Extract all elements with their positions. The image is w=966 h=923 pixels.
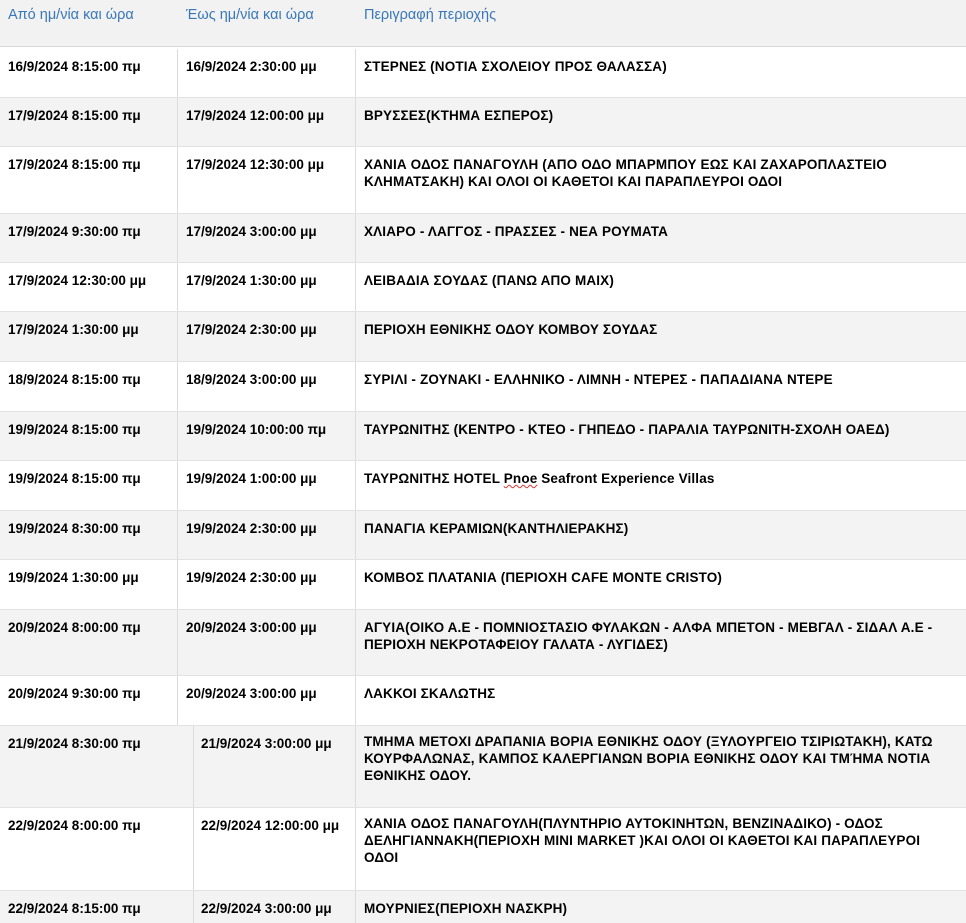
cell-to: 17/9/2024 3:00:00 μμ xyxy=(186,224,317,239)
cell-from: 17/9/2024 8:15:00 πμ xyxy=(8,108,141,123)
cell-description: ΠΑΝΑΓΙΑ ΚΕΡΑΜΙΩΝ(ΚΑΝΤΗΛΙΕΡΑΚΗΣ) xyxy=(364,521,629,536)
cell-description: ΠΕΡΙΟΧΗ ΕΘΝΙΚΗΣ ΟΔΟΥ ΚΟΜΒΟΥ ΣΟΥΔΑΣ xyxy=(364,322,658,337)
table-row xyxy=(0,610,966,676)
cell-description: ΜΟΥΡΝΙΕΣ(ΠΕΡΙΟΧΗ ΝΑΣΚΡΗ) xyxy=(364,901,568,916)
cell-to: 22/9/2024 3:00:00 μμ xyxy=(201,901,332,916)
cell-description: ΣΥΡΙΛΙ - ΖΟΥΝΑΚΙ - ΕΛΛΗΝΙΚΟ - ΛΙΜΝΗ - ΝΤΕΡΕΣ - ΠΑΠΑΔΙΑΝΑ ΝΤΕΡΕ xyxy=(364,372,833,387)
table-row xyxy=(0,676,966,726)
cell-description: ΛΕΙΒΑΔΙΑ ΣΟΥΔΑΣ (ΠΑΝΩ ΑΠΟ ΜΑΙΧ) xyxy=(364,273,614,288)
cell-from: 19/9/2024 8:30:00 πμ xyxy=(8,521,141,536)
header-description: Περιγραφή περιοχής xyxy=(364,7,497,23)
cell-to: 17/9/2024 2:30:00 μμ xyxy=(186,322,317,337)
cell-from: 17/9/2024 1:30:00 μμ xyxy=(8,322,139,337)
table-row xyxy=(0,49,966,98)
table-row xyxy=(0,214,966,263)
cell-description: ΒΡΥΣΣΕΣ(ΚΤΗΜΑ ΕΣΠΕΡΟΣ) xyxy=(364,108,554,123)
cell-to: 20/9/2024 3:00:00 μμ xyxy=(186,620,317,635)
cell-description: ΤΑΥΡΩΝΙΤΗΣ HOTEL Pnoe Seafront Experience Villas xyxy=(364,471,715,486)
cell-from: 16/9/2024 8:15:00 πμ xyxy=(8,59,141,74)
table-row xyxy=(0,726,966,808)
cell-description: ΧΑΝΙΑ ΟΔΟΣ ΠΑΝΑΓΟΥΛΗ (ΑΠΟ ΟΔΟ ΜΠΑΡΜΠΟΥ ΕΩΣ ΚΑΙ ΖΑΧΑΡΟΠΛΑΣΤΕΙΟ ΚΛΗΜΑΤΣΑΚΗ) ΚΑΙ ΟΛΟΙ ΟΙ ΚΑΘΕΤΟΙ ΚΑΙ ΠΑΡΑΠΛΕΥΡΟΙ ΟΔΟΙ xyxy=(364,157,887,189)
cell-description: ΣΤΕΡΝΕΣ (ΝΟΤΙΑ ΣΧΟΛΕΙΟΥ ΠΡΟΣ ΘΑΛΑΣΣΑ) xyxy=(364,59,667,74)
cell-to: 17/9/2024 1:30:00 μμ xyxy=(186,273,317,288)
cell-description: ΛΑΚΚΟΙ ΣΚΑΛΩΤΗΣ xyxy=(364,686,496,701)
cell-description: ΧΛΙΑΡΟ - ΛΑΓΓΟΣ - ΠΡΑΣΣΕΣ - ΝΕΑ ΡΟΥΜΑΤΑ xyxy=(364,224,669,239)
spellcheck-word: Pnoe xyxy=(503,471,538,486)
cell-to: 19/9/2024 2:30:00 μμ xyxy=(186,570,317,585)
table-row xyxy=(0,98,966,147)
cell-from: 22/9/2024 8:15:00 πμ xyxy=(8,901,141,916)
header-to: Έως ημ/νία και ώρα xyxy=(186,7,314,23)
table-row xyxy=(0,362,966,412)
cell-from: 20/9/2024 9:30:00 πμ xyxy=(8,686,141,701)
cell-from: 17/9/2024 12:30:00 μμ xyxy=(8,273,147,288)
cell-from: 18/9/2024 8:15:00 πμ xyxy=(8,372,141,387)
cell-from: 19/9/2024 1:30:00 μμ xyxy=(8,570,139,585)
cell-description: ΑΓΥΙΑ(ΟΙΚΟ Α.Ε - ΠΟΜΝΙΟΣΤΑΣΙΟ ΦΥΛΑΚΩΝ - ΑΛΦΑ ΜΠΕΤΟΝ - ΜΕΒΓΑΛ - ΣΙΔΑΛ Α.Ε - ΠΕΡΙΟΧΗ ΝΕΚΡΟΤΑΦΕΙΟΥ ΓΑΛΑΤΑ - ΛΥΓΙΔΕΣ) xyxy=(364,620,933,652)
cell-to: 19/9/2024 10:00:00 πμ xyxy=(186,422,327,437)
cell-to: 19/9/2024 1:00:00 μμ xyxy=(186,471,317,486)
cell-to: 22/9/2024 12:00:00 μμ xyxy=(201,818,340,833)
cell-from: 22/9/2024 8:00:00 πμ xyxy=(8,818,141,833)
cell-description: ΤΑΥΡΩΝΙΤΗΣ (ΚΕΝΤΡΟ - ΚΤΕΟ - ΓΗΠΕΔΟ - ΠΑΡΑΛΙΑ ΤΑΥΡΩΝΙΤΗ-ΣΧΟΛΗ ΟΑΕΔ) xyxy=(364,422,890,437)
table-row xyxy=(0,511,966,560)
cell-to: 20/9/2024 3:00:00 μμ xyxy=(186,686,317,701)
cell-from: 17/9/2024 8:15:00 πμ xyxy=(8,157,141,172)
cell-from: 19/9/2024 8:15:00 πμ xyxy=(8,422,141,437)
table-row xyxy=(0,412,966,461)
cell-to: 17/9/2024 12:30:00 μμ xyxy=(186,157,325,172)
cell-to: 16/9/2024 2:30:00 μμ xyxy=(186,59,317,74)
cell-from: 19/9/2024 8:15:00 πμ xyxy=(8,471,141,486)
cell-from: 21/9/2024 8:30:00 πμ xyxy=(8,736,141,751)
cell-to: 19/9/2024 2:30:00 μμ xyxy=(186,521,317,536)
cell-to: 17/9/2024 12:00:00 μμ xyxy=(186,108,325,123)
table-row xyxy=(0,312,966,362)
table-row xyxy=(0,560,966,610)
cell-description: ΤΜΗΜΑ ΜΕΤΟΧΙ ΔΡΑΠΑΝΙΑ ΒΟΡΙΑ ΕΘΝΙΚΗΣ ΟΔΟΥ (ΞΥΛΟΥΡΓΕΙΟ ΤΣΙΡΙΩΤΑΚΗ), ΚΑΤΩ ΚΟΥΡΦΑΛΩΝΑΣ, ΚΑΜΠΟΣ ΚΑΛΕΡΓΙΑΝΩΝ ΒΟΡΙΑ ΕΘΝΙΚΗΣ ΟΔΟΥ ΚΑΙ ΤΜΉΜΑ ΝΟΤΙΑ ΕΘΝΙΚΗΣ ΟΔΟΥ. xyxy=(364,734,933,783)
table-row xyxy=(0,461,966,511)
header-from: Από ημ/νία και ώρα xyxy=(8,7,134,23)
cell-from: 20/9/2024 8:00:00 πμ xyxy=(8,620,141,635)
table-header xyxy=(0,0,966,47)
cell-from: 17/9/2024 9:30:00 πμ xyxy=(8,224,141,239)
table-row xyxy=(0,263,966,312)
table-row xyxy=(0,147,966,214)
cell-to: 18/9/2024 3:00:00 μμ xyxy=(186,372,317,387)
table-row xyxy=(0,808,966,891)
table-row xyxy=(0,891,966,923)
cell-description: ΧΑΝΙΑ ΟΔΟΣ ΠΑΝΑΓΟΥΛΗ(ΠΛΥΝΤΗΡΙΟ ΑΥΤΟΚΙΝΗΤΩΝ, ΒΕΝΖΙΝΑΔΙΚΟ) - ΟΔΟΣ ΔΕΛΗΓΙΑΝΝΑΚΗ(ΠΕΡΙΟΧΗ MINI MARKET )ΚΑΙ ΟΛΟΙ ΟΙ ΚΑΘΕΤΟΙ ΚΑΙ ΠΑΡΑΠΛΕΥΡΟΙ ΟΔΟΙ xyxy=(364,816,921,865)
cell-to: 21/9/2024 3:00:00 μμ xyxy=(201,736,332,751)
cell-description: ΚΟΜΒΟΣ ΠΛΑΤΑΝΙΑ (ΠΕΡΙΟΧΗ CAFE MONTE CRISTO) xyxy=(364,570,723,585)
